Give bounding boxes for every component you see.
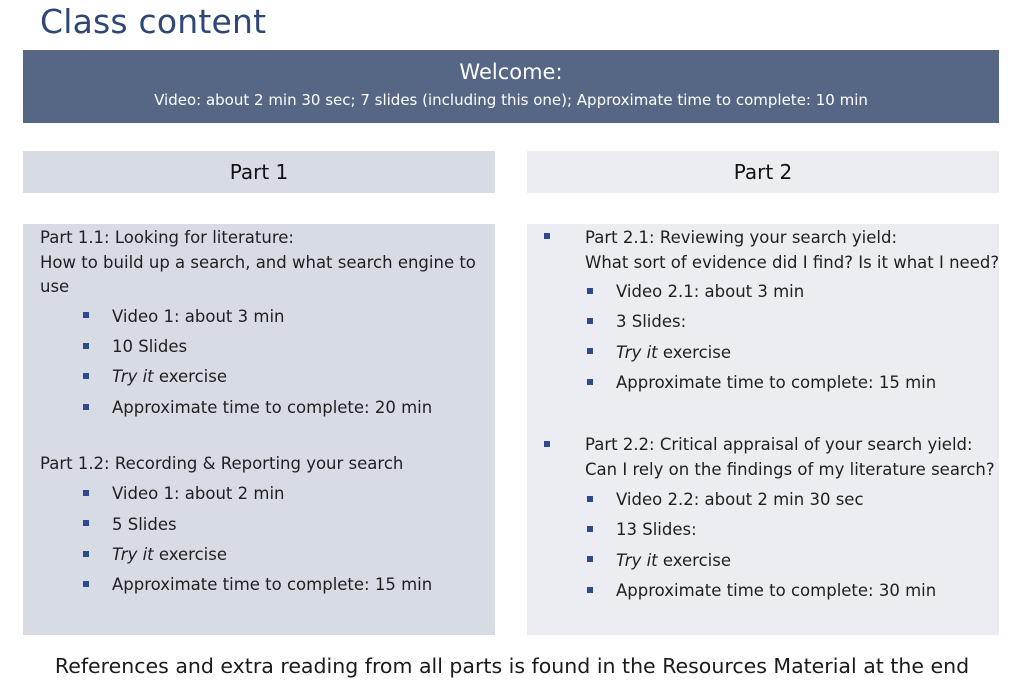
list-item: Video 1: about 3 min xyxy=(112,307,285,326)
list-item xyxy=(616,551,731,571)
bullet-icon xyxy=(83,581,89,587)
bullet-icon xyxy=(83,343,89,349)
exercise-text: exercise xyxy=(657,551,731,570)
list-item: 13 Slides: xyxy=(616,520,697,539)
bullet-icon xyxy=(83,312,89,318)
try-it-text: Try it xyxy=(112,367,154,386)
part2-1-heading: Part 2.1: Reviewing your search yield: xyxy=(585,228,898,247)
bullet-icon xyxy=(83,551,89,557)
exercise-text: exercise xyxy=(153,367,227,386)
list-item: 5 Slides xyxy=(112,515,177,534)
welcome-banner xyxy=(23,50,999,123)
exercise-text: exercise xyxy=(153,545,227,564)
list-item: Approximate time to complete: 15 min xyxy=(112,575,433,594)
list-item: Video 2.2: about 2 min 30 sec xyxy=(616,490,864,509)
bullet-icon xyxy=(587,318,593,324)
list-item: Approximate time to complete: 30 min xyxy=(616,581,937,600)
list-item xyxy=(112,545,227,565)
list-item: Approximate time to complete: 20 min xyxy=(112,398,433,417)
part2-2-heading: Part 2.2: Critical appraisal of your search yield: xyxy=(585,435,973,454)
welcome-subtitle: Video: about 2 min 30 sec; 7 slides (including this one); Approximate time to complete: 10 min xyxy=(154,91,868,109)
part1-2-heading: Part 1.2: Recording & Reporting your search xyxy=(40,454,404,473)
list-item: 3 Slides: xyxy=(616,312,687,331)
bullet-icon xyxy=(587,348,593,354)
list-item: Approximate time to complete: 15 min xyxy=(616,373,937,392)
part2-content xyxy=(527,224,999,635)
bullet-icon xyxy=(544,233,550,239)
bullet-icon xyxy=(83,520,89,526)
page-title: Class content xyxy=(40,2,267,41)
part1-1-description-cont: use xyxy=(40,277,70,296)
bullet-icon xyxy=(544,441,550,447)
part1-content xyxy=(23,224,495,635)
part2-header: Part 2 xyxy=(527,151,999,193)
bullet-icon xyxy=(83,490,89,496)
list-item: Video 1: about 2 min xyxy=(112,484,285,503)
bullet-icon xyxy=(587,526,593,532)
bullet-icon xyxy=(83,373,89,379)
bullet-icon xyxy=(83,404,89,410)
bullet-icon xyxy=(587,587,593,593)
try-it-text: Try it xyxy=(616,551,658,570)
part1-1-description: How to build up a search, and what search engine to xyxy=(40,253,476,272)
try-it-text: Try it xyxy=(112,545,154,564)
footer-note: References and extra reading from all parts is found in the Resources Material at the end xyxy=(54,654,970,678)
bullet-icon xyxy=(587,288,593,294)
exercise-text: exercise xyxy=(657,343,731,362)
bullet-icon xyxy=(587,379,593,385)
part2-2-description: Can I rely on the findings of my literature search? xyxy=(585,460,995,479)
part1-1-heading: Part 1.1: Looking for literature: xyxy=(40,228,294,247)
list-item xyxy=(112,367,227,387)
part1-header: Part 1 xyxy=(23,151,495,193)
list-item: 10 Slides xyxy=(112,337,188,356)
bullet-icon xyxy=(587,556,593,562)
list-item: Video 2.1: about 3 min xyxy=(616,282,805,301)
welcome-title: Welcome: xyxy=(459,60,563,84)
bullet-icon xyxy=(587,496,593,502)
list-item xyxy=(616,343,731,363)
part2-1-description: What sort of evidence did I find? Is it what I need? xyxy=(585,253,1000,272)
try-it-text: Try it xyxy=(616,343,658,362)
